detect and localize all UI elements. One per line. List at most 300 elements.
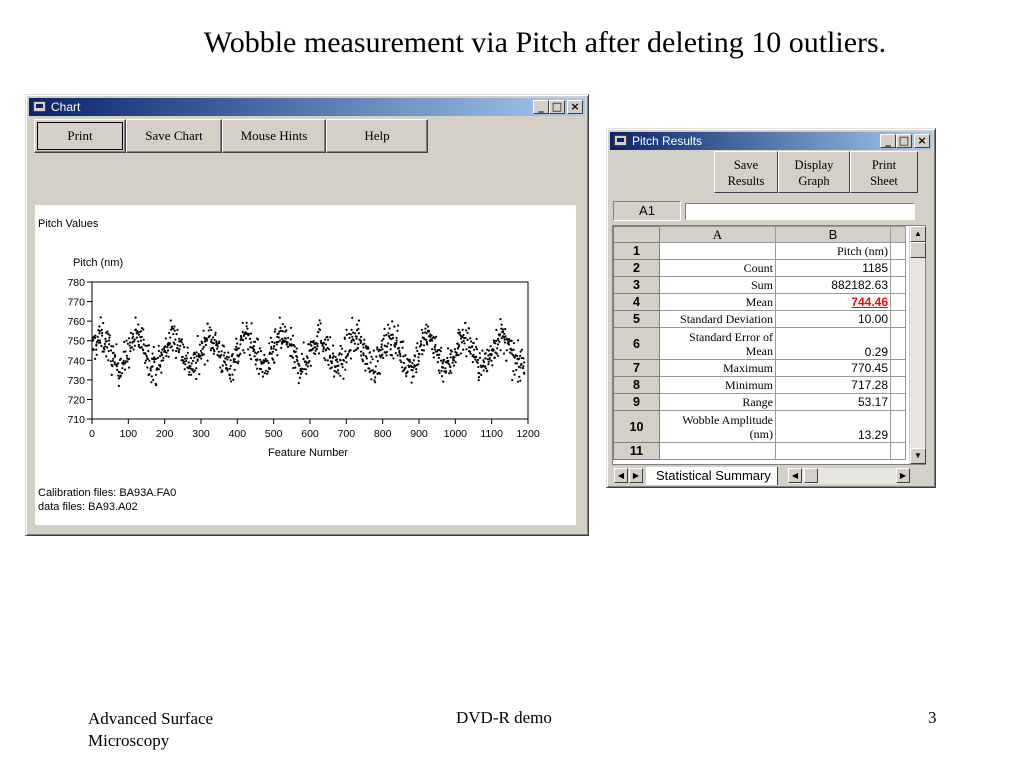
chart-window-title: Chart <box>51 100 81 114</box>
data-point <box>372 358 374 360</box>
data-point <box>190 357 192 359</box>
data-point <box>420 343 422 345</box>
data-point <box>478 372 480 374</box>
data-point <box>393 326 395 328</box>
data-point <box>360 340 362 342</box>
data-point <box>294 361 296 363</box>
data-point <box>469 351 471 353</box>
cell-b3[interactable]: 882182.63 <box>776 277 891 294</box>
cell-a5[interactable]: Standard Deviation <box>660 311 776 328</box>
data-point <box>497 355 499 357</box>
data-point <box>327 364 329 366</box>
data-point <box>344 369 346 371</box>
data-point <box>128 367 130 369</box>
data-point <box>229 377 231 379</box>
data-point <box>125 340 127 342</box>
data-point <box>250 358 252 360</box>
data-point <box>99 342 101 344</box>
data-point <box>446 357 448 359</box>
data-point <box>169 337 171 339</box>
data-point <box>431 348 433 350</box>
data-point <box>418 353 420 355</box>
data-point <box>188 361 190 363</box>
data-point <box>235 346 237 348</box>
row-header[interactable]: 10 <box>614 411 660 443</box>
data-point <box>277 341 279 343</box>
data-point <box>216 348 218 350</box>
data-point <box>178 338 180 340</box>
data-point <box>297 372 299 374</box>
data-point <box>95 349 97 351</box>
row-header[interactable]: 1 <box>614 243 660 260</box>
data-point <box>363 354 365 356</box>
data-point <box>140 330 142 332</box>
data-point <box>123 341 125 343</box>
data-point <box>433 352 435 354</box>
data-point <box>488 361 490 363</box>
data-point <box>194 353 196 355</box>
data-point <box>240 335 242 337</box>
data-point <box>232 353 234 355</box>
slide-title: Wobble measurement via Pitch after deleting 10 outliers. <box>203 26 887 59</box>
data-point <box>413 359 415 361</box>
data-point <box>101 329 103 331</box>
data-point <box>185 355 187 357</box>
data-point <box>208 329 210 331</box>
data-point <box>272 351 274 353</box>
data-point <box>464 322 466 324</box>
data-point <box>366 357 368 359</box>
data-point <box>423 344 425 346</box>
data-point <box>373 350 375 352</box>
data-point <box>253 345 255 347</box>
data-point <box>290 338 292 340</box>
data-point <box>310 345 312 347</box>
data-point <box>153 346 155 348</box>
data-point <box>438 354 440 356</box>
data-point <box>176 333 178 335</box>
data-point <box>434 348 436 350</box>
data-point <box>111 374 113 376</box>
save-results-line1: Save <box>733 158 759 172</box>
data-point <box>168 332 170 334</box>
footer-left: Advanced Surface Microscopy <box>88 709 214 750</box>
data-point <box>294 345 296 347</box>
data-point <box>108 350 110 352</box>
cell-b4-mean[interactable] <box>776 294 891 311</box>
data-point <box>265 358 267 360</box>
save-chart-button[interactable] <box>126 119 222 153</box>
data-point <box>94 337 96 339</box>
display-graph-button[interactable] <box>778 151 850 193</box>
data-point <box>440 360 442 362</box>
data-point <box>268 362 270 364</box>
data-point <box>263 354 265 356</box>
data-point <box>168 356 170 358</box>
data-point <box>126 355 128 357</box>
data-point <box>403 362 405 364</box>
data-point <box>402 340 404 342</box>
data-point <box>376 348 378 350</box>
data-point <box>100 345 102 347</box>
cell-reference-box[interactable]: A1 <box>613 201 681 221</box>
data-point <box>411 362 413 364</box>
data-point <box>382 357 384 359</box>
data-point <box>343 360 345 362</box>
data-point <box>97 336 99 338</box>
data-point <box>287 346 289 348</box>
corner-cell[interactable] <box>614 227 660 243</box>
data-point <box>355 338 357 340</box>
print-sheet-button[interactable] <box>850 151 918 193</box>
data-point <box>426 332 428 334</box>
save-results-button[interactable] <box>714 151 778 193</box>
cell-b1[interactable] <box>776 243 891 260</box>
print-button[interactable] <box>34 119 126 153</box>
cell-b6[interactable]: 0.29 <box>776 328 891 360</box>
data-point <box>486 358 488 360</box>
cell-a6[interactable]: Standard Error of Mean <box>660 328 776 360</box>
data-point <box>279 339 281 341</box>
data-point <box>404 367 406 369</box>
data-point <box>282 330 284 332</box>
data-point <box>232 379 234 381</box>
data-point <box>508 338 510 340</box>
data-point <box>415 371 417 373</box>
data-point <box>522 365 524 367</box>
data-point <box>395 342 397 344</box>
data-point <box>462 329 464 331</box>
data-point <box>274 328 276 330</box>
data-point <box>448 363 450 365</box>
data-point <box>198 373 200 375</box>
row-header[interactable]: 2 <box>614 260 660 277</box>
data-point <box>104 345 106 347</box>
data-point <box>385 354 387 356</box>
app-icon[interactable] <box>614 135 627 146</box>
data-point <box>484 357 486 359</box>
data-point <box>342 378 344 380</box>
data-point <box>175 350 177 352</box>
x-tick-label: 300 <box>192 428 210 440</box>
data-point <box>246 322 248 324</box>
data-point <box>417 363 419 365</box>
data-point <box>117 362 119 364</box>
data-point <box>519 355 521 357</box>
data-point <box>374 371 376 373</box>
data-point <box>203 330 205 332</box>
data-point <box>256 368 258 370</box>
x-axis-label: Feature Number <box>268 447 349 459</box>
data-point <box>94 358 96 360</box>
data-point <box>194 369 196 371</box>
row-header[interactable]: 6 <box>614 328 660 360</box>
minimize-button[interactable]: _ <box>533 100 549 114</box>
data-point <box>347 353 349 355</box>
vertical-scrollbar[interactable] <box>909 226 925 464</box>
data-point <box>249 354 251 356</box>
data-point <box>257 338 259 340</box>
data-point <box>397 324 399 326</box>
cell-b5[interactable]: 10.00 <box>776 311 891 328</box>
row-header[interactable]: 9 <box>614 394 660 411</box>
pitch-window-titlebar[interactable] <box>610 132 932 150</box>
cell-b10[interactable]: 13.29 <box>776 411 891 443</box>
data-point <box>427 325 429 327</box>
cell-a8[interactable]: Minimum <box>660 377 776 394</box>
data-point <box>177 344 179 346</box>
data-point <box>148 360 150 362</box>
data-point <box>242 339 244 341</box>
data-point <box>400 361 402 363</box>
mouse-hints-label: Mouse Hints <box>240 128 308 143</box>
data-point <box>477 362 479 364</box>
data-point <box>213 353 215 355</box>
data-point <box>374 376 376 378</box>
data-point <box>468 327 470 329</box>
data-point <box>324 359 326 361</box>
data-point <box>418 360 420 362</box>
cell-a4[interactable]: Mean <box>660 294 776 311</box>
data-point <box>307 343 309 345</box>
help-button[interactable] <box>326 119 428 153</box>
data-point <box>171 345 173 347</box>
data-point <box>169 342 171 344</box>
cell-b7[interactable]: 770.45 <box>776 360 891 377</box>
row-header[interactable]: 4 <box>614 294 660 311</box>
data-point <box>134 345 136 347</box>
data-point <box>123 360 125 362</box>
data-point <box>155 374 157 376</box>
data-point <box>499 333 501 335</box>
data-point <box>318 352 320 354</box>
data-point <box>331 366 333 368</box>
data-point <box>380 346 382 348</box>
data-point <box>189 365 191 367</box>
scroll-left-arrow-icon[interactable]: ◀ <box>788 468 802 483</box>
mouse-hints-button[interactable] <box>222 119 326 153</box>
data-point <box>317 331 319 333</box>
data-point <box>292 335 294 337</box>
data-point <box>472 361 474 363</box>
data-point <box>483 369 485 371</box>
cell-b8[interactable]: 717.28 <box>776 377 891 394</box>
data-point <box>513 349 515 351</box>
data-point <box>442 367 444 369</box>
cell-a10[interactable]: Wobble Amplitude (nm) <box>660 411 776 443</box>
data-point <box>322 350 324 352</box>
data-point <box>447 360 449 362</box>
maximize-button[interactable]: □ <box>549 100 565 114</box>
cell-a9[interactable]: Range <box>660 394 776 411</box>
data-point <box>362 360 364 362</box>
data-point <box>377 360 379 362</box>
chart-window <box>25 94 589 536</box>
data-point <box>504 341 506 343</box>
data-point <box>440 347 442 349</box>
data-point <box>386 351 388 353</box>
data-point <box>279 327 281 329</box>
data-point <box>453 365 455 367</box>
data-point <box>129 345 131 347</box>
data-point <box>515 369 517 371</box>
scroll-up-arrow-icon[interactable]: ▲ <box>910 226 926 242</box>
app-icon[interactable] <box>33 101 46 112</box>
maximize-button[interactable]: □ <box>896 134 912 148</box>
data-point <box>132 335 134 337</box>
data-point <box>313 340 315 342</box>
data-point <box>155 384 157 386</box>
data-point <box>320 340 322 342</box>
minimize-button[interactable]: _ <box>880 134 896 148</box>
data-point <box>253 349 255 351</box>
data-point <box>207 323 209 325</box>
formula-bar[interactable] <box>685 203 915 220</box>
data-point <box>200 357 202 359</box>
data-point <box>133 348 135 350</box>
data-point <box>320 322 322 324</box>
data-point <box>385 334 387 336</box>
data-point <box>381 348 383 350</box>
data-point <box>295 351 297 353</box>
cell-b9[interactable]: 53.17 <box>776 394 891 411</box>
data-point <box>319 329 321 331</box>
data-point <box>356 336 358 338</box>
row-header[interactable]: 5 <box>614 311 660 328</box>
spreadsheet-grid[interactable] <box>612 225 926 465</box>
cell-a3[interactable]: Sum <box>660 277 776 294</box>
data-point <box>103 351 105 353</box>
cell-a1[interactable] <box>660 243 776 260</box>
data-point <box>175 357 177 359</box>
sheet-tab-bar <box>612 467 926 485</box>
data-point <box>184 363 186 365</box>
data-point <box>470 340 472 342</box>
data-point <box>248 333 250 335</box>
data-point <box>413 375 415 377</box>
data-point <box>145 359 147 361</box>
data-point <box>174 343 176 345</box>
cell-a11[interactable] <box>660 443 776 460</box>
row-header[interactable]: 7 <box>614 360 660 377</box>
data-point <box>217 345 219 347</box>
data-point <box>130 332 132 334</box>
data-point <box>116 369 118 371</box>
data-point <box>214 334 216 336</box>
pitch-window-title: Pitch Results <box>632 134 703 148</box>
data-point <box>382 338 384 340</box>
data-point <box>254 355 256 357</box>
cell-a7[interactable]: Maximum <box>660 360 776 377</box>
data-point <box>516 362 518 364</box>
data-point <box>370 361 372 363</box>
data-point <box>395 352 397 354</box>
data-point <box>174 330 176 332</box>
data-point <box>109 334 111 336</box>
row-header[interactable]: 8 <box>614 377 660 394</box>
data-point <box>360 351 362 353</box>
horizontal-scrollbar[interactable] <box>788 468 910 484</box>
scroll-down-arrow-icon[interactable]: ▼ <box>910 448 926 464</box>
data-point <box>450 356 452 358</box>
data-point <box>101 332 103 334</box>
data-point <box>290 327 292 329</box>
scroll-right-arrow-icon[interactable]: ▶ <box>896 468 910 483</box>
data-point <box>501 337 503 339</box>
data-point <box>498 341 500 343</box>
row-header[interactable]: 11 <box>614 443 660 460</box>
column-header-a[interactable]: A <box>660 227 776 243</box>
data-point <box>480 374 482 376</box>
scatter-plot <box>35 205 576 475</box>
data-point <box>508 343 510 345</box>
data-point <box>294 367 296 369</box>
chart-window-titlebar[interactable] <box>29 98 585 116</box>
data-point <box>147 350 149 352</box>
y-tick-label: 750 <box>67 335 85 348</box>
close-button[interactable]: × <box>567 100 583 114</box>
data-point <box>188 371 190 373</box>
scroll-thumb[interactable] <box>910 242 926 258</box>
cell-b2[interactable]: 1185 <box>776 260 891 277</box>
column-header-b[interactable]: B <box>776 227 891 243</box>
data-point <box>457 347 459 349</box>
data-point <box>481 350 483 352</box>
calibration-note: Calibration files: BA93A.FA0 <box>38 487 177 499</box>
data-point <box>301 368 303 370</box>
data-point <box>339 352 341 354</box>
row-header[interactable]: 3 <box>614 277 660 294</box>
data-point <box>449 370 451 372</box>
x-tick-label: 100 <box>119 428 138 440</box>
data-point <box>165 337 167 339</box>
data-point <box>363 339 365 341</box>
data-point <box>351 329 353 331</box>
tab-prev-arrow-icon[interactable]: ◀ <box>614 468 628 483</box>
cell-a2[interactable]: Count <box>660 260 776 277</box>
data-point <box>192 368 194 370</box>
x-tick-label: 1100 <box>480 428 503 440</box>
data-point <box>435 336 437 338</box>
mean-value: 744.46 <box>851 295 888 309</box>
data-point <box>358 332 360 334</box>
data-point <box>523 373 525 375</box>
tab-next-arrow-icon[interactable]: ▶ <box>629 468 643 483</box>
data-point <box>485 352 487 354</box>
data-point <box>445 370 447 372</box>
data-point <box>159 355 161 357</box>
data-point <box>331 362 333 364</box>
close-button[interactable]: × <box>914 134 930 148</box>
cell-b11[interactable] <box>776 443 891 460</box>
tab-statistical-summary[interactable]: Statistical Summary <box>646 467 778 485</box>
data-point <box>181 338 183 340</box>
data-point <box>267 371 269 373</box>
data-point <box>279 317 281 319</box>
scroll-thumb[interactable] <box>804 468 818 483</box>
data-point <box>325 343 327 345</box>
data-point <box>197 358 199 360</box>
data-point <box>323 342 325 344</box>
data-point <box>303 368 305 370</box>
data-point <box>135 317 137 319</box>
data-point <box>127 343 129 345</box>
data-point <box>383 335 385 337</box>
data-point <box>165 352 167 354</box>
data-point <box>433 356 435 358</box>
data-point <box>101 335 103 337</box>
data-point <box>487 363 489 365</box>
